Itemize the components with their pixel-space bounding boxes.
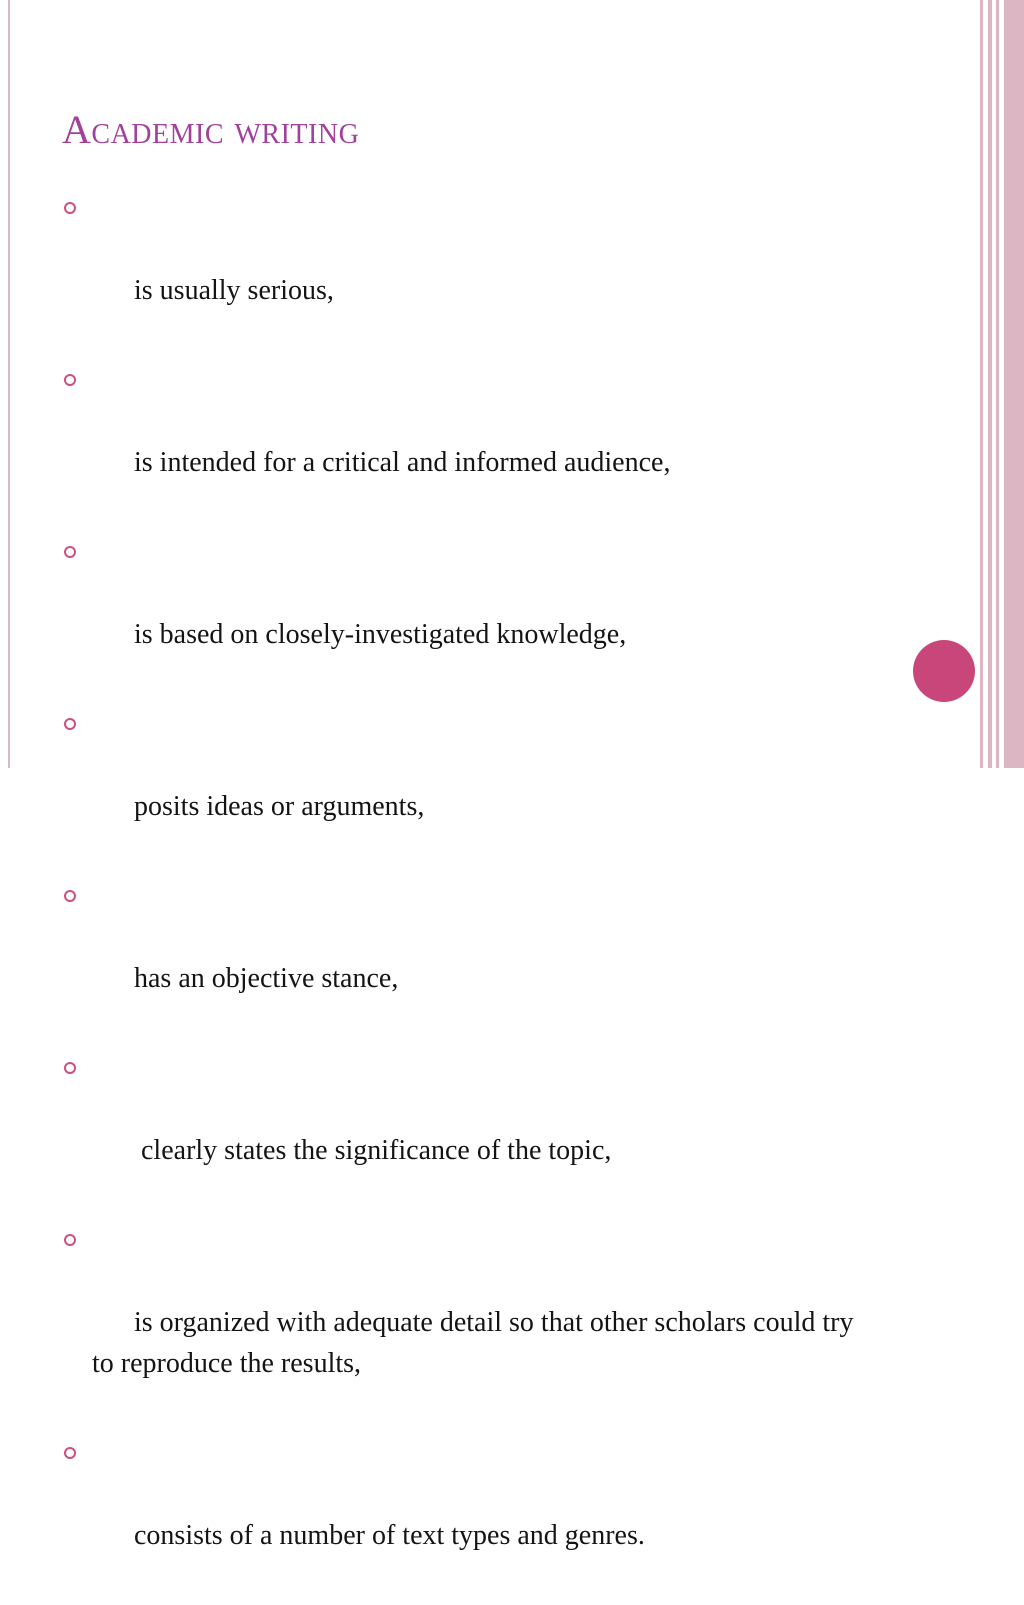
- bullet-text: posits ideas or arguments,: [134, 791, 425, 822]
- bullet-item: [62, 876, 882, 1040]
- stripe: [980, 0, 983, 768]
- slide-title: Academic writing: [62, 107, 360, 152]
- bullet-icon: [64, 1234, 76, 1246]
- bullet-list: [62, 188, 882, 1605]
- bullet-item: [62, 704, 882, 868]
- bullet-text: is intended for a critical and informed audience,: [134, 447, 671, 478]
- stripe: [1004, 0, 1024, 768]
- bullet-icon: [64, 1062, 76, 1074]
- circle-decoration-icon: [913, 640, 975, 702]
- bullet-icon: [64, 374, 76, 386]
- stripe: [996, 0, 999, 768]
- left-border-line: [8, 0, 10, 768]
- bullet-item: [62, 1220, 882, 1425]
- bullet-text: has an objective stance,: [134, 963, 399, 994]
- bullet-text: is based on closely-investigated knowledge,: [134, 619, 627, 650]
- bullet-icon: [64, 890, 76, 902]
- bullet-item: [62, 1048, 882, 1212]
- bullet-item: [62, 532, 882, 696]
- bullet-text: clearly states the significance of the topic,: [134, 1135, 612, 1166]
- bullet-item: [62, 188, 882, 352]
- bullet-icon: [64, 718, 76, 730]
- right-decorative-stripes: [980, 0, 1024, 768]
- bullet-item: [62, 1433, 882, 1597]
- bullet-icon: [64, 1447, 76, 1459]
- bullet-text: consists of a number of text types and genres.: [134, 1520, 645, 1551]
- bullet-text: is usually serious,: [134, 275, 334, 306]
- stripe: [988, 0, 992, 768]
- bullet-icon: [64, 202, 76, 214]
- bullet-item: [62, 360, 882, 524]
- bullet-text: is organized with adequate detail so that other scholars could try to reproduce the results,: [92, 1307, 861, 1379]
- bullet-icon: [64, 546, 76, 558]
